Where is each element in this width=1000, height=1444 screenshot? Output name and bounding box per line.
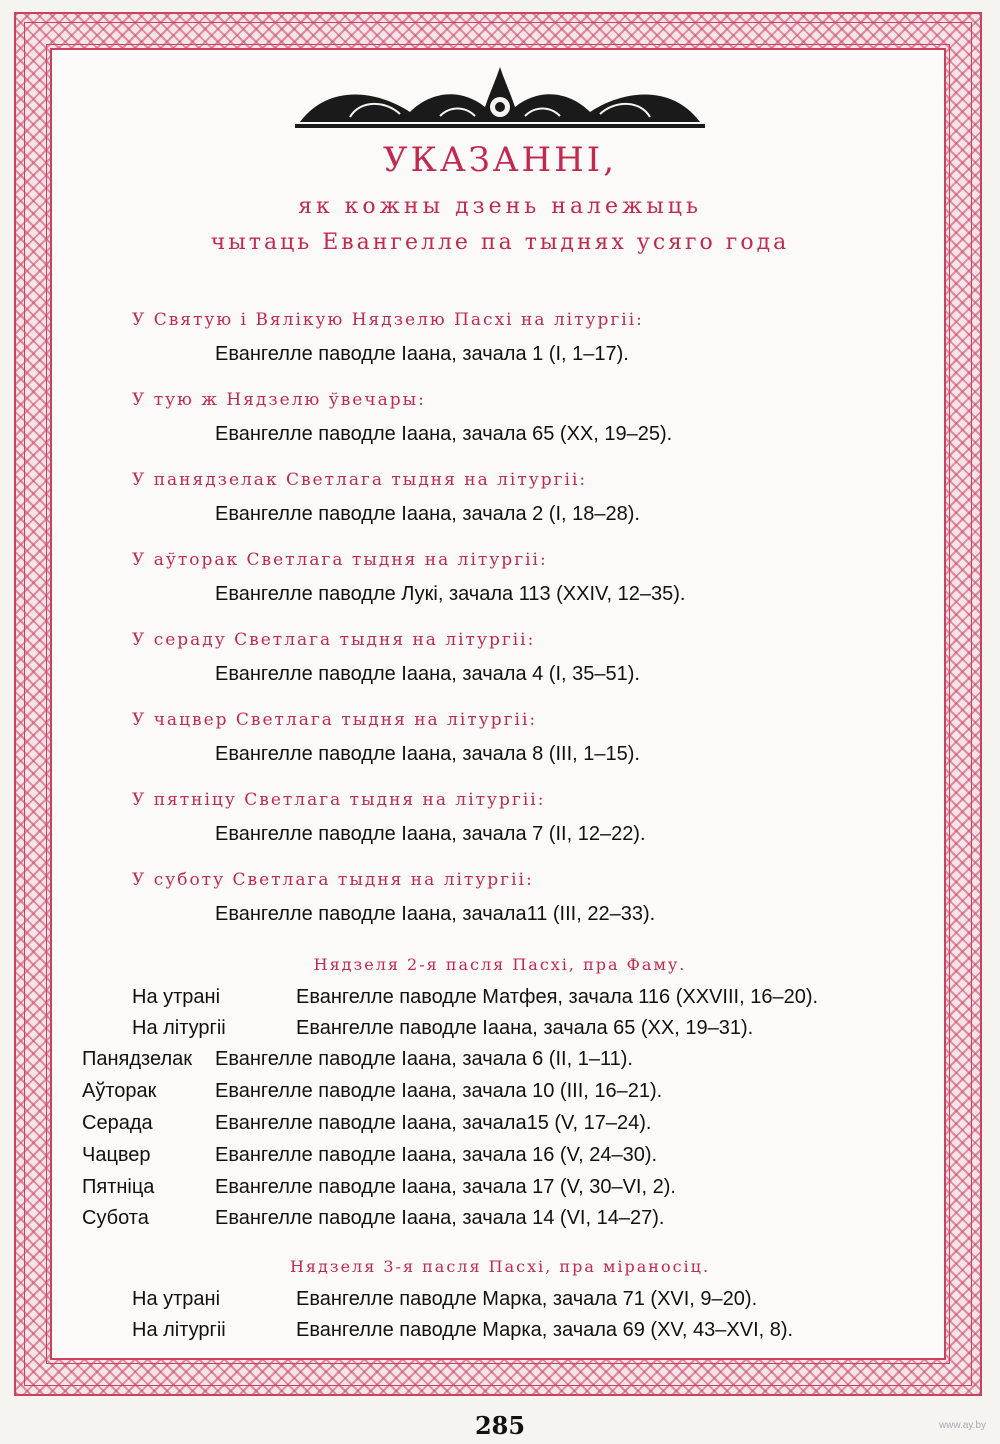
entry-heading: У панядзелак Светлага тыдня на літургіі: xyxy=(132,470,588,490)
row-text: Евангелле паводле Матфея, зачала 116 (XXVIII, 16–20). xyxy=(296,986,819,1008)
row-label: Аўторак xyxy=(82,1080,157,1102)
row-text: Евангелле паводле Іаана, зачала 14 (VI, 14–27). xyxy=(215,1207,665,1229)
row-text: Евангелле паводле Іаана, зачала 65 (ХХ, 19–31). xyxy=(296,1017,754,1039)
row-label: Субота xyxy=(82,1207,149,1229)
row-text: Евангелле паводле Іаана, зачала15 (V, 17–24). xyxy=(215,1112,652,1134)
entry-text: Евангелле паводле Іаана, зачала11 (ІІІ, 22–33). xyxy=(215,903,656,925)
entry-text: Евангелле паводле Іаана, зачала 2 (І, 18–28). xyxy=(215,503,640,525)
row-label: Серада xyxy=(82,1112,153,1134)
row-text: Евангелле паводле Марка, зачала 71 (XVI, 9–20). xyxy=(296,1288,758,1310)
row-text: Евангелле паводле Іаана, зачала 17 (V, 30–VI, 2). xyxy=(215,1176,676,1198)
entry-heading: У пятніцу Светлага тыдня на літургіі: xyxy=(132,790,546,810)
page-title: УКАЗАННІ, xyxy=(382,140,618,180)
section-heading: Нядзеля 3-я пасля Пасхі, пра міраносіц. xyxy=(289,1257,711,1276)
row-label: На літургіі xyxy=(132,1319,226,1341)
entry-text: Евангелле паводле Лукі, зачала 113 (XXIV, 12–35). xyxy=(215,583,686,605)
entry-text: Евангелле паводле Іаана, зачала 1 (І, 1–17). xyxy=(215,343,629,365)
entry-heading: У Святую і Вялікую Нядзелю Пасхі на літургіі: xyxy=(132,310,644,330)
table-row xyxy=(0,1080,1000,1110)
entry-heading: У сераду Светлага тыдня на літургіі: xyxy=(132,630,536,650)
entry-heading: У аўторак Светлага тыдня на літургіі: xyxy=(132,550,548,570)
entry-heading: У чацвер Светлага тыдня на літургіі: xyxy=(132,710,538,730)
entry-heading: У тую ж Нядзелю ўвечары: xyxy=(132,390,426,410)
page-subtitle-line-2: чытаць Евангелле па тыднях усяго года xyxy=(210,230,790,255)
table-row xyxy=(0,1319,1000,1349)
row-text: Евангелле паводле Іаана, зачала 10 (ІІІ, 16–21). xyxy=(215,1080,663,1102)
entry-text: Евангелле паводле Іаана, зачала 8 (ІІІ, 1–15). xyxy=(215,743,640,765)
watermark: www.ay.by xyxy=(938,1420,986,1431)
row-text: Евангелле паводле Іаана, зачала 6 (ІІ, 1–11). xyxy=(215,1048,633,1070)
row-text: Евангелле паводле Іаана, зачала 16 (V, 24–30). xyxy=(215,1144,658,1166)
row-label: Пятніца xyxy=(82,1176,155,1198)
table-row xyxy=(0,1144,1000,1174)
floral-ornament-icon xyxy=(290,62,710,132)
table-row xyxy=(0,1207,1000,1237)
page-subtitle-line-1: як кожны дзень належыць xyxy=(298,194,702,219)
row-label: Панядзелак xyxy=(82,1048,192,1070)
row-text: Евангелле паводле Марка, зачала 69 (XV, 43–XVI, 8). xyxy=(296,1319,794,1341)
entry-heading: У суботу Светлага тыдня на літургіі: xyxy=(132,870,534,890)
row-label: На літургіі xyxy=(132,1017,226,1039)
table-row xyxy=(0,986,1000,1016)
row-label: На утрані xyxy=(132,1288,221,1310)
table-row xyxy=(0,1176,1000,1206)
table-row xyxy=(0,1048,1000,1078)
row-label: На утрані xyxy=(132,986,221,1008)
page-number: 285 xyxy=(474,1411,526,1440)
entry-text: Евангелле паводле Іаана, зачала 65 (ХХ, 19–25). xyxy=(215,423,673,445)
table-row xyxy=(0,1112,1000,1142)
section-heading: Нядзеля 2-я пасля Пасхі, пра Фаму. xyxy=(313,955,687,974)
table-row xyxy=(0,1288,1000,1318)
row-label: Чацвер xyxy=(82,1144,151,1166)
entry-text: Евангелле паводле Іаана, зачала 4 (І, 35–51). xyxy=(215,663,640,685)
entry-text: Евангелле паводле Іаана, зачала 7 (ІІ, 12–22). xyxy=(215,823,646,845)
table-row xyxy=(0,1017,1000,1047)
